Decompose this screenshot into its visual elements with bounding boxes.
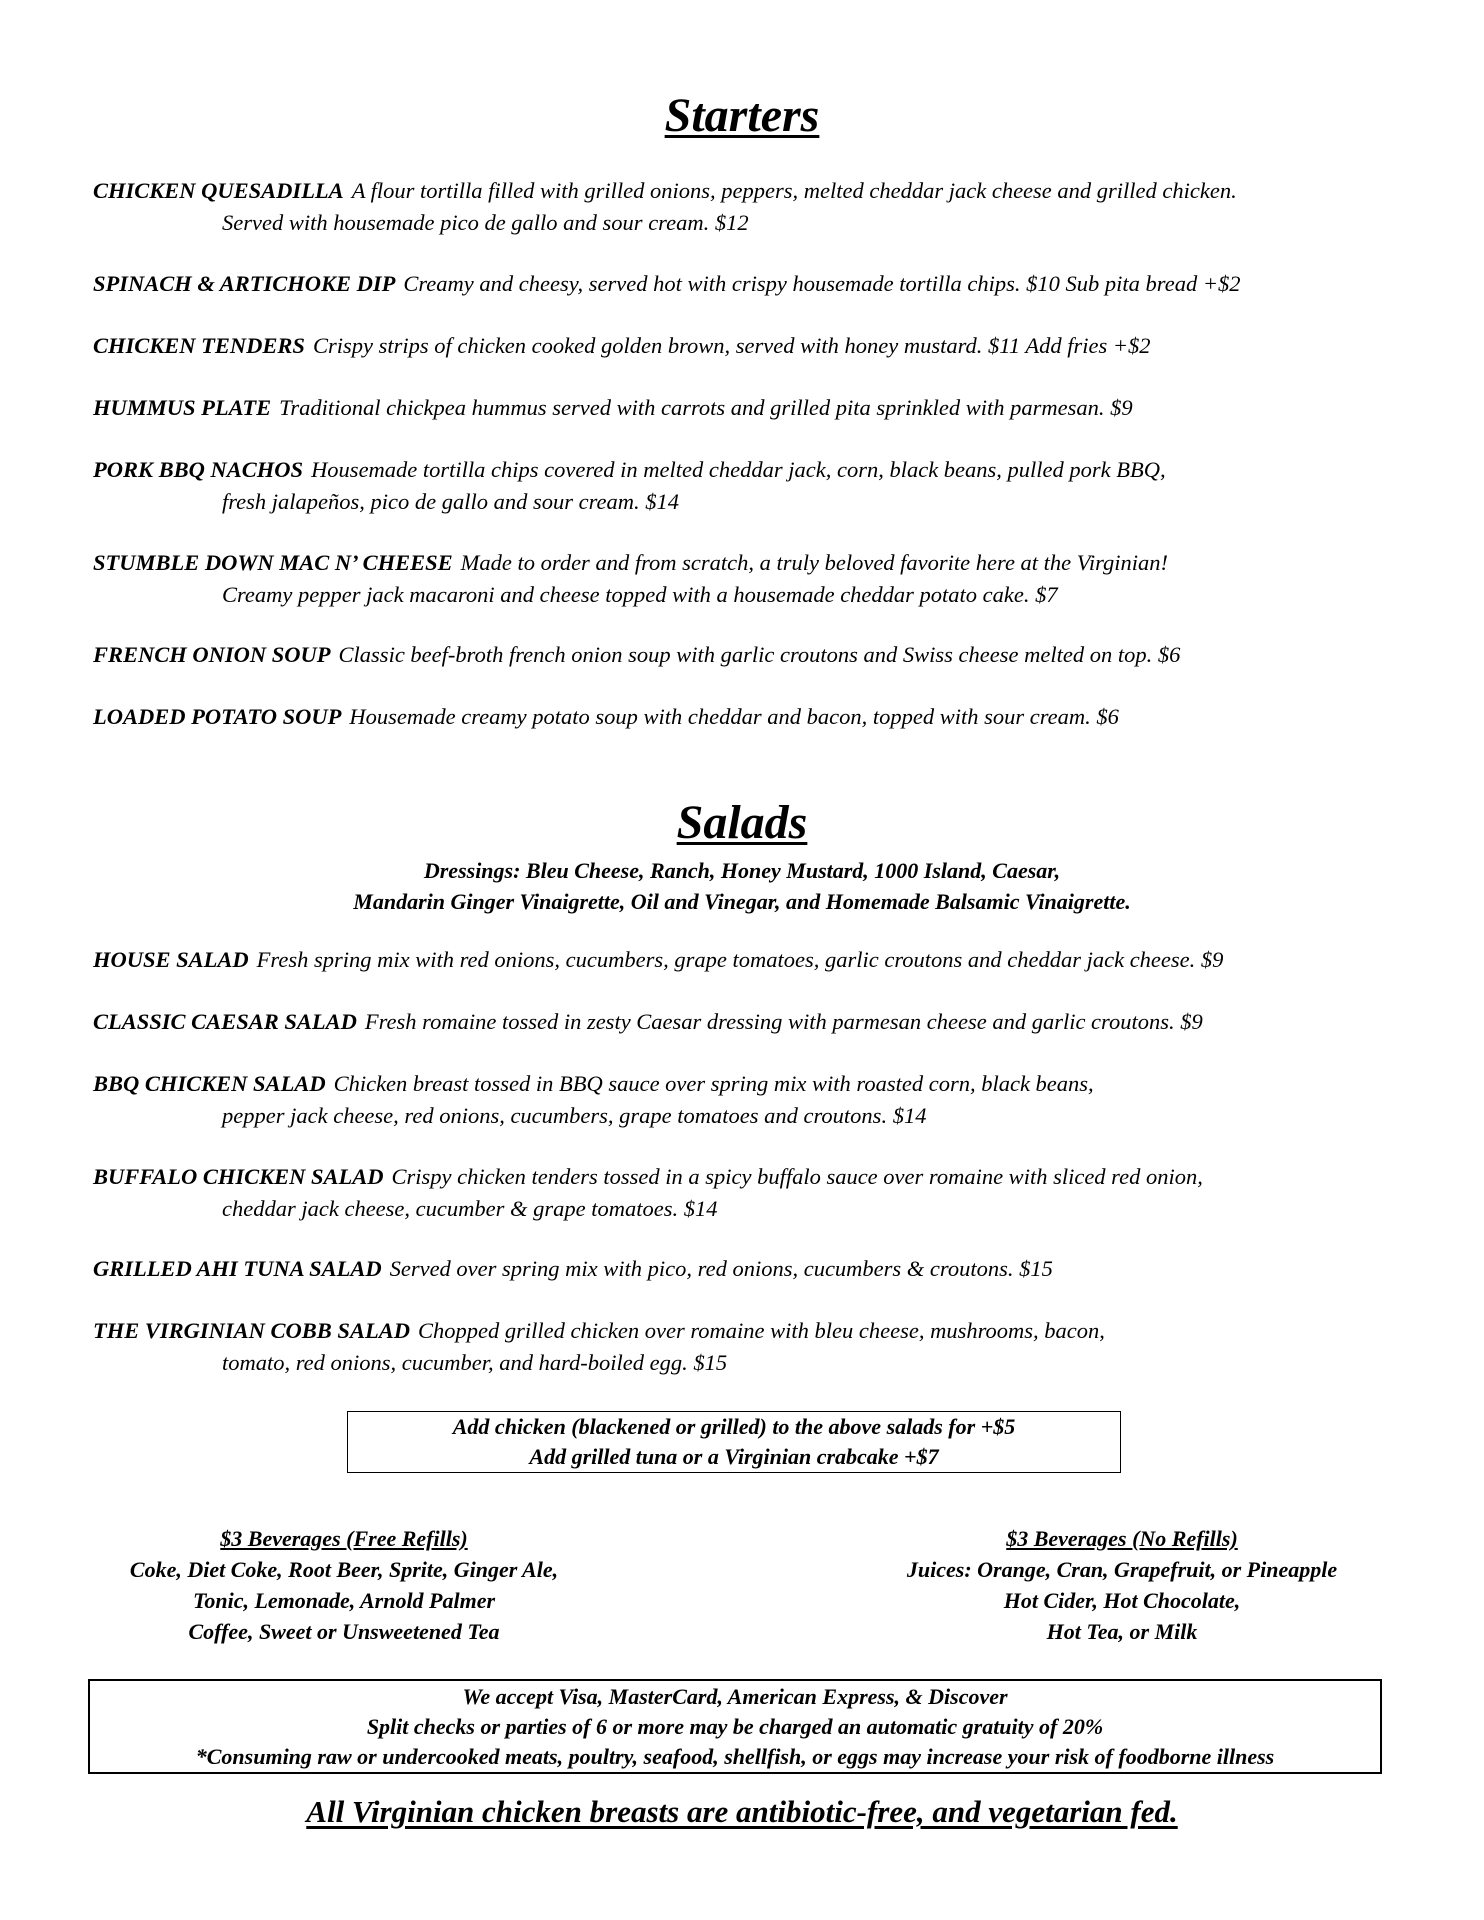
item-name: STUMBLE DOWN MAC N’ CHEESE [93,550,453,575]
item-description: Crispy chicken tenders tossed in a spicy buffalo sauce over romaine with sliced red onion, [391,1164,1203,1189]
item-name: THE VIRGINIAN COBB SALAD [93,1318,410,1343]
footer-note: All Virginian chicken breasts are antibiotic-free, and vegetarian fed. [306,1794,1178,1829]
item-description: Fresh spring mix with red onions, cucumbers, grape tomatoes, garlic croutons and cheddar jack cheese. $9 [256,947,1224,972]
item-description: Fresh romaine tossed in zesty Caesar dressing with parmesan cheese and garlic croutons. $9 [364,1009,1203,1034]
menu-item-chicken-quesadilla [93,175,1393,239]
salad-addons-box [347,1411,1121,1473]
beverages-line: Hot Cider, Hot Chocolate, [1003,1588,1241,1613]
item-description: A flour tortilla filled with grilled onions, peppers, melted cheddar jack cheese and grilled chicken. [351,178,1237,203]
item-name: CHICKEN QUESADILLA [93,178,344,203]
item-name: BUFFALO CHICKEN SALAD [93,1164,384,1189]
starters-title: Starters [664,89,820,142]
item-description-cont: tomato, red onions, cucumber, and hard-boiled egg. $15 [222,1350,728,1375]
info-line: *Consuming raw or undercooked meats, poultry, seafood, shellfish, or eggs may increase your risk of foodborne illness [195,1744,1275,1769]
item-description: Traditional chickpea hummus served with carrots and grilled pita sprinkled with parmesan. $9 [279,395,1133,420]
item-name: FRENCH ONION SOUP [93,642,331,667]
item-description: Housemade creamy potato soup with cheddar and bacon, topped with sour cream. $6 [349,704,1119,729]
item-description: Served over spring mix with pico, red onions, cucumbers & croutons. $15 [389,1256,1053,1281]
menu-item-spinach-artichoke-dip [93,268,1393,300]
menu-item-french-onion-soup [93,639,1393,671]
item-name: HUMMUS PLATE [93,395,272,420]
item-description-cont: cheddar jack cheese, cucumber & grape tomatoes. $14 [222,1196,718,1221]
beverages-no-refills [842,1523,1402,1647]
beverages-free-refills [64,1523,624,1647]
item-name: HOUSE SALAD [93,947,249,972]
item-description: Chopped grilled chicken over romaine with bleu cheese, mushrooms, bacon, [417,1318,1105,1343]
menu-item-mac-n-cheese [93,547,1393,611]
item-name: GRILLED AHI TUNA SALAD [93,1256,382,1281]
item-description: Crispy strips of chicken cooked golden brown, served with honey mustard. $11 Add fries +$2 [312,333,1151,358]
item-description: Housemade tortilla chips covered in melted cheddar jack, corn, black beans, pulled pork BBQ, [311,457,1166,482]
info-line: Split checks or parties of 6 or more may be charged an automatic gratuity of 20% [366,1714,1104,1739]
item-description: Made to order and from scratch, a truly beloved favorite here at the Virginian! [460,550,1169,575]
salads-title: Salads [676,796,808,849]
beverages-line: Tonic, Lemonade, Arnold Palmer [192,1588,496,1613]
menu-item-house-salad [93,944,1393,976]
addon-line: Add grilled tuna or a Virginian crabcake +$7 [529,1444,939,1469]
beverages-line: Juices: Orange, Cran, Grapefruit, or Pineapple [906,1557,1338,1582]
item-name: PORK BBQ NACHOS [93,457,304,482]
item-description-cont: fresh jalapeños, pico de gallo and sour cream. $14 [222,489,680,514]
addon-line: Add chicken (blackened or grilled) to the above salads for +$5 [452,1414,1016,1439]
menu-item-classic-caesar-salad [93,1006,1393,1038]
info-line: We accept Visa, MasterCard, American Express, & Discover [462,1684,1008,1709]
item-name: SPINACH & ARTICHOKE DIP [93,271,396,296]
item-name: BBQ CHICKEN SALAD [93,1071,326,1096]
item-name: CHICKEN TENDERS [93,333,305,358]
item-description: Creamy and cheesy, served hot with crispy housemade tortilla chips. $10 Sub pita bread +$2 [403,271,1241,296]
menu-item-chicken-tenders [93,330,1393,362]
menu-item-bbq-chicken-salad [93,1068,1393,1132]
dressings-line: Mandarin Ginger Vinaigrette, Oil and Vinegar, and Homemade Balsamic Vinaigrette. [353,889,1131,914]
item-name: LOADED POTATO SOUP [93,704,342,729]
menu-item-loaded-potato-soup [93,701,1393,733]
beverages-line: Coke, Diet Coke, Root Beer, Sprite, Ginger Ale, [129,1557,559,1582]
menu-item-grilled-ahi-tuna-salad [93,1253,1393,1285]
beverages-line: Hot Tea, or Milk [1046,1619,1198,1644]
menu-item-buffalo-chicken-salad [93,1161,1393,1225]
item-description-cont: pepper jack cheese, red onions, cucumbers, grape tomatoes and croutons. $14 [222,1103,927,1128]
dressings-line: Dressings: Bleu Cheese, Ranch, Honey Mustard, 1000 Island, Caesar, [423,858,1061,883]
menu-item-virginian-cobb-salad [93,1315,1393,1379]
beverages-line: Coffee, Sweet or Unsweetened Tea [188,1619,500,1644]
item-description-cont: Served with housemade pico de gallo and sour cream. $12 [222,210,749,235]
beverages-heading: $3 Beverages (Free Refills) [220,1526,468,1551]
beverages-heading: $3 Beverages (No Refills) [1006,1526,1238,1551]
payment-info-box [88,1679,1382,1774]
item-description: Classic beef-broth french onion soup with garlic croutons and Swiss cheese melted on top. $6 [338,642,1181,667]
menu-item-pork-bbq-nachos [93,454,1393,518]
item-description-cont: Creamy pepper jack macaroni and cheese topped with a housemade cheddar potato cake. $7 [222,582,1058,607]
dressings-list [0,855,1484,917]
item-name: CLASSIC CAESAR SALAD [93,1009,357,1034]
menu-item-hummus-plate [93,392,1393,424]
item-description: Chicken breast tossed in BBQ sauce over spring mix with roasted corn, black beans, [333,1071,1094,1096]
